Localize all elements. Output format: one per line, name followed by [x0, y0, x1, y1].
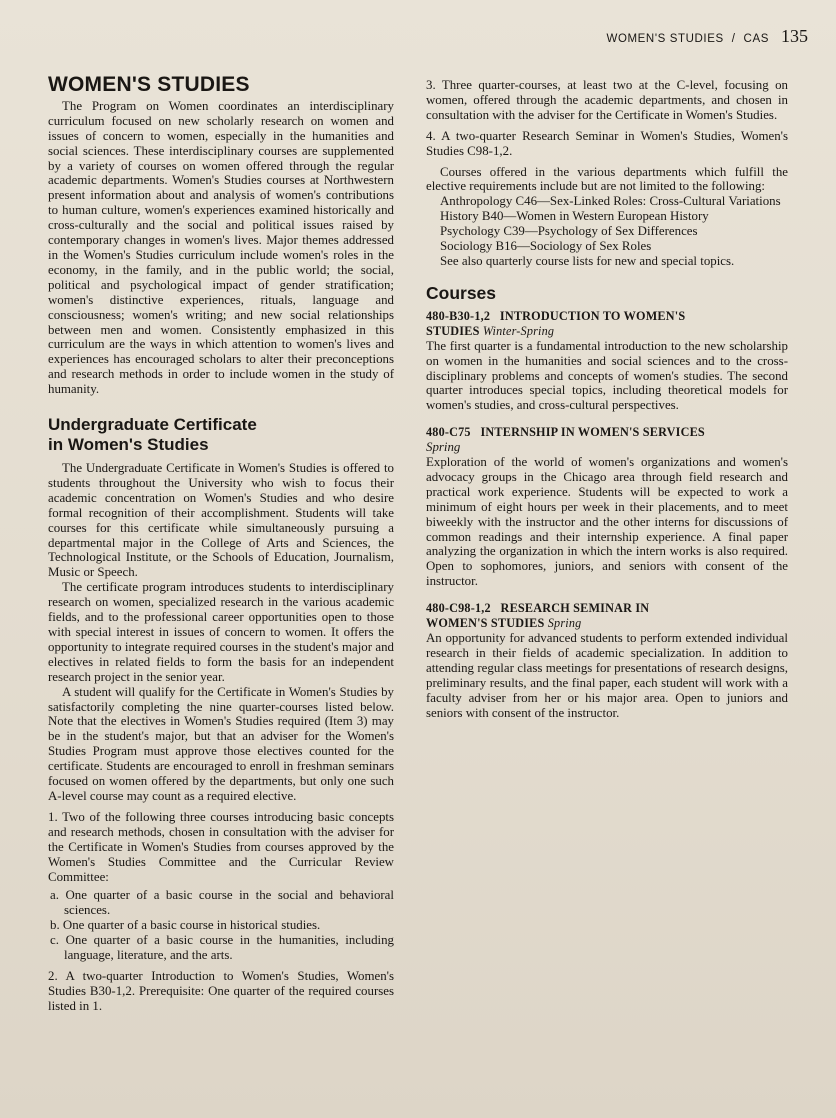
elective-item: Anthropology C46—Sex-Linked Roles: Cross-Cultural Variations	[440, 194, 781, 209]
course-entry	[426, 425, 788, 589]
requirement-1: 1. Two of the following three courses introducing basic concepts and research methods, chosen in consultation with the adviser for the Certificate in Women's Studies from courses approved by the Women's Studies Committee and the Curricular Review Committee:	[48, 809, 394, 884]
electives-intro: Courses offered in the various departments which fulfill the elective requirements include but are not limited to the following:	[426, 164, 788, 194]
running-head-separator: /	[731, 33, 736, 45]
course-title-line1: 480-C75 INTERNSHIP IN WOMEN'S SERVICES	[426, 425, 705, 440]
course-description: An opportunity for advanced students to perform extended individual research in their fields of academic specialization. In addition to attending regular class meetings for presentations of research designs, preliminary results, and the final paper, each student will work with a faculty adviser from her or his major area. Open to juniors and seniors with consent of the instructor.	[426, 631, 788, 720]
certificate-paragraph-3: A student will qualify for the Certificate in Women's Studies by satisfactorily completing the nine quarter-courses listed below. Note that the electives in Women's Studies required (Item 3) may be in the student's major, but that an adviser for the Women's Studies Program must approve those electives counted for the certificate. Students are encouraged to enroll in freshman seminars focused on women offered by the departments, but only one such A-level course may count as a required elective.	[48, 684, 394, 803]
course-entry	[426, 309, 788, 413]
course-title-line1: 480-C98-1,2 RESEARCH SEMINAR IN	[426, 601, 650, 616]
requirement-2: 2. A two-quarter Introduction to Women's Studies, Women's Studies B30-1,2. Prerequisite: One quarter of the required courses listed in 1.	[48, 968, 394, 1013]
certificate-heading	[48, 415, 394, 455]
requirement-4: 4. A two-quarter Research Seminar in Women's Studies, Women's Studies C98-1,2.	[426, 128, 788, 158]
elective-item: Psychology C39—Psychology of Sex Differences	[440, 224, 698, 239]
certificate-heading-line1: Undergraduate Certificate	[48, 415, 257, 435]
course-title-line2: STUDIES	[426, 323, 480, 338]
elective-item: Sociology B16—Sociology of Sex Roles	[440, 239, 652, 254]
running-head-section: WOMEN'S STUDIES	[606, 33, 724, 45]
course-description: The first quarter is a fundamental introduction to the new scholarship on women in the humanities and social sciences and to the cross-disciplinary problems and concepts of women's studies. The second quarter introduces special topics, including theoretical models for women's studies, and cross-cultural perspectives.	[426, 338, 788, 413]
running-head	[606, 26, 808, 47]
elective-item: History B40—Women in Western European History	[440, 209, 709, 224]
intro-paragraph: The Program on Women coordinates an interdisciplinary curriculum focused on new scholarly research on women and issues of concern to women, especially in the humanities and social sciences. These interdisciplinary courses are supplemented by a variety of courses on women offered through the regular academic departments. Women's Studies courses at Northwestern present information about and analysis of women's contributions to human culture, women's experiences examined historically and cross-culturally and the social and political issues raised by contemporary changes in women's lives. Major themes addressed in the Women's Studies curriculum include women's roles in the economy, in the family, and in the public world; the social, political and psychological impact of gender stratification; women's distinctive experiences, rituals, language and consciousness; women's writing; and new social relationships between men and women. Consistently emphasized in this curriculum are the ways in which attention to women's lives and experiences has encouraged scholars to alter their preconceptions and research methods in order to include women in the study of humanity.	[48, 98, 394, 397]
electives-list	[440, 194, 788, 269]
course-title-line1: 480-B30-1,2 INTRODUCTION TO WOMEN'S	[426, 308, 686, 323]
elective-item: See also quarterly course lists for new and special topics.	[440, 253, 735, 268]
course-term: Spring	[426, 440, 461, 455]
right-column	[426, 78, 788, 720]
requirement-1-option-a: a. One quarter of a basic course in the social and behavioral sciences.	[50, 888, 394, 918]
course-description: Exploration of the world of women's organizations and women's advocacy groups in the Chicago area through field research and practical work experience. Students will be expected to work a minimum of eight hours per week in their placements, and to meet biweekly with the instructor and the other interns for discussions of common readings and their internship experience. A final paper analyzing the organization in which the intern works is also required. Open to sophomores, juniors, and seniors with consent of the instructor.	[426, 455, 788, 589]
course-title	[426, 425, 788, 440]
requirement-1-options	[48, 888, 394, 963]
certificate-paragraph-1: The Undergraduate Certificate in Women's Studies is offered to students throughout the University who wish to focus their academic concentration on Women's Studies and who desire formal recognition of their accomplishment. Students will take courses for this certificate while simultaneously pursuing a departmental major in the College of Arts and Sciences, the Technological Institute, or the Schools of Education, Journalism, Music or Speech.	[48, 461, 394, 580]
course-title-line2: WOMEN'S STUDIES	[426, 616, 545, 631]
courses-heading: Courses	[426, 282, 497, 303]
certificate-heading-line2: in Women's Studies	[48, 435, 209, 455]
requirement-1-option-b: b. One quarter of a basic course in historical studies.	[50, 918, 321, 933]
course-term: Spring	[547, 616, 582, 631]
course-term: Winter-Spring	[482, 323, 555, 338]
requirement-1-option-c: c. One quarter of a basic course in the humanities, including language, literature, and the arts.	[50, 933, 394, 963]
certificate-paragraph-2: The certificate program introduces students to interdisciplinary research on women, specialized research in the various academic fields, and to the professional career opportunities open to those with special interest in issues of concern to women. It offers the opportunity to integrate required courses in the student's major and electives in related fields to form the basis for an independent research project in the senior year.	[48, 580, 394, 684]
page-title: WOMEN'S STUDIES	[48, 73, 250, 96]
running-head-school: CAS	[743, 33, 769, 45]
course-title	[426, 309, 788, 339]
course-title	[426, 601, 788, 631]
left-column	[48, 73, 394, 1014]
page-number: 135	[781, 26, 808, 46]
requirement-3: 3. Three quarter-courses, at least two at the C-level, focusing on women, offered through the academic departments, and chosen in consultation with the adviser for the Certificate in Women's Studies.	[426, 78, 788, 122]
course-entry	[426, 601, 788, 720]
